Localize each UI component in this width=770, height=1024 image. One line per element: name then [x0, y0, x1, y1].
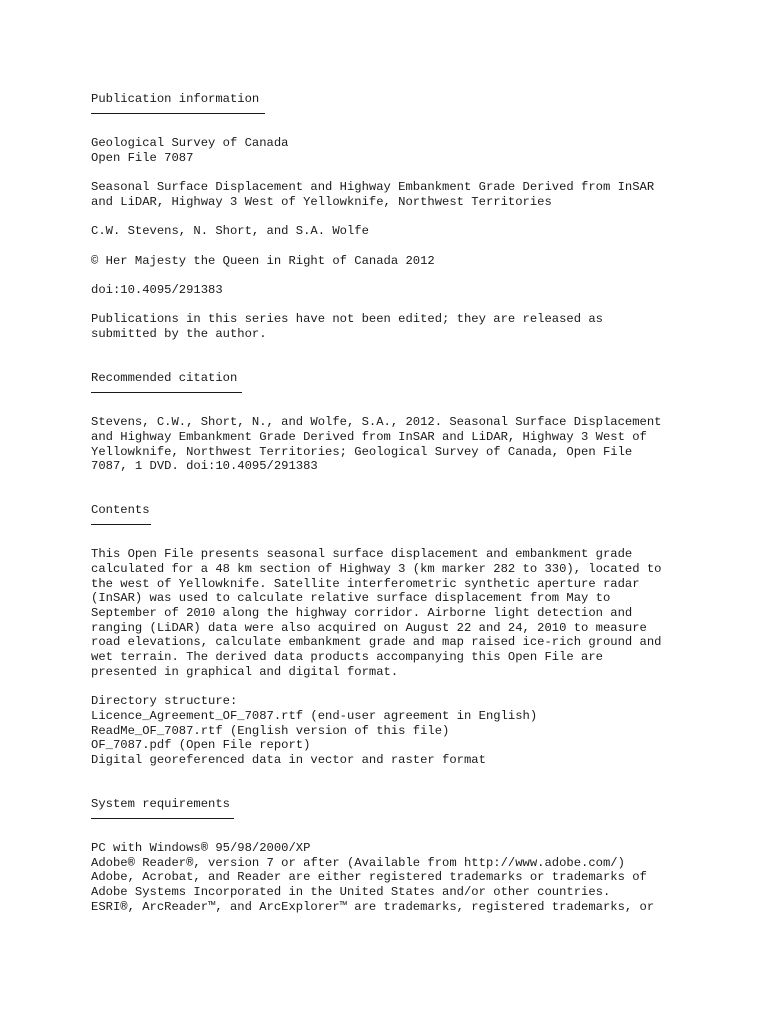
- document-page: [91, 92, 731, 915]
- contents-line: road elevations, calculate embankment grade and map raised ice-rich ground and: [91, 635, 662, 650]
- edit-note-line: submitted by the author.: [91, 327, 267, 341]
- agency-name: Geological Survey of Canada: [91, 136, 289, 151]
- citation-line: 7087, 1 DVD. doi:10.4095/291383: [91, 459, 318, 474]
- publication-heading: Publication information: [91, 92, 260, 106]
- open-file-number: Open File 7087: [91, 150, 194, 165]
- contents-line: ranging (LiDAR) data were also acquired on August 22 and 24, 2010 to measure: [91, 620, 647, 635]
- citation-line: Yellowknife, Northwest Territories; Geological Survey of Canada, Open File: [91, 444, 633, 459]
- citation-line: and Highway Embankment Grade Derived from InSAR and LiDAR, Highway 3 West of: [91, 429, 647, 444]
- citation-heading: Recommended citation: [91, 371, 238, 386]
- contents-line: the west of Yellowknife. Satellite interferometric synthetic aperture radar: [91, 576, 640, 591]
- citation-heading-rule: [91, 386, 731, 401]
- directory-item: ReadMe_OF_7087.rtf (English version of this file): [91, 723, 450, 738]
- contents-line: (InSAR) was used to calculate relative surface displacement from May to: [91, 591, 611, 606]
- copyright-notice: © Her Majesty the Queen in Right of Canada 2012: [91, 253, 435, 268]
- directory-item: OF_7087.pdf (Open File report): [91, 738, 311, 753]
- system-requirement-line: ESRI®, ArcReader™, and ArcExplorer™ are trademarks, registered trademarks, or: [91, 899, 655, 914]
- publication-title-line: and LiDAR, Highway 3 West of Yellowknife, Northwest Territories: [91, 194, 552, 209]
- citation-line: Stevens, C.W., Short, N., and Wolfe, S.A., 2012. Seasonal Surface Displacement: [91, 415, 662, 430]
- contents-line: September of 2010 along the highway corridor. Airborne light detection and: [91, 606, 633, 621]
- authors: C.W. Stevens, N. Short, and S.A. Wolfe: [91, 224, 369, 239]
- contents-heading: Contents: [91, 503, 150, 518]
- contents-line: presented in graphical and digital format.: [91, 664, 399, 679]
- doi: doi:10.4095/291383: [91, 282, 223, 297]
- system-requirement-line: PC with Windows® 95/98/2000/XP: [91, 841, 311, 856]
- system-requirement-line: Adobe Systems Incorporated in the United States and/or other countries.: [91, 885, 611, 900]
- publication-title-line: Seasonal Surface Displacement and Highway Embankment Grade Derived from InSAR: [91, 180, 655, 195]
- system-requirement-line: Adobe® Reader®, version 7 or after (Available from http://www.adobe.com/): [91, 855, 625, 870]
- system-requirements-heading: System requirements: [91, 797, 230, 811]
- system-requirements-heading-rule: [91, 812, 731, 827]
- directory-item: Licence_Agreement_OF_7087.rtf (end-user agreement in English): [91, 708, 538, 723]
- contents-heading-rule: [91, 518, 731, 533]
- directory-item: Digital georeferenced data in vector and raster format: [91, 752, 486, 767]
- contents-line: calculated for a 48 km section of Highway 3 (km marker 282 to 330), located to: [91, 562, 662, 576]
- publication-heading-rule: [91, 107, 731, 122]
- contents-line: This Open File presents seasonal surface displacement and embankment grade: [91, 547, 633, 562]
- system-requirement-line: Adobe, Acrobat, and Reader are either registered trademarks or trademarks of: [91, 870, 647, 885]
- contents-line: wet terrain. The derived data products accompanying this Open File are: [91, 650, 603, 665]
- edit-note-line: Publications in this series have not been edited; they are released as: [91, 312, 603, 327]
- directory-heading: Directory structure:: [91, 694, 238, 709]
